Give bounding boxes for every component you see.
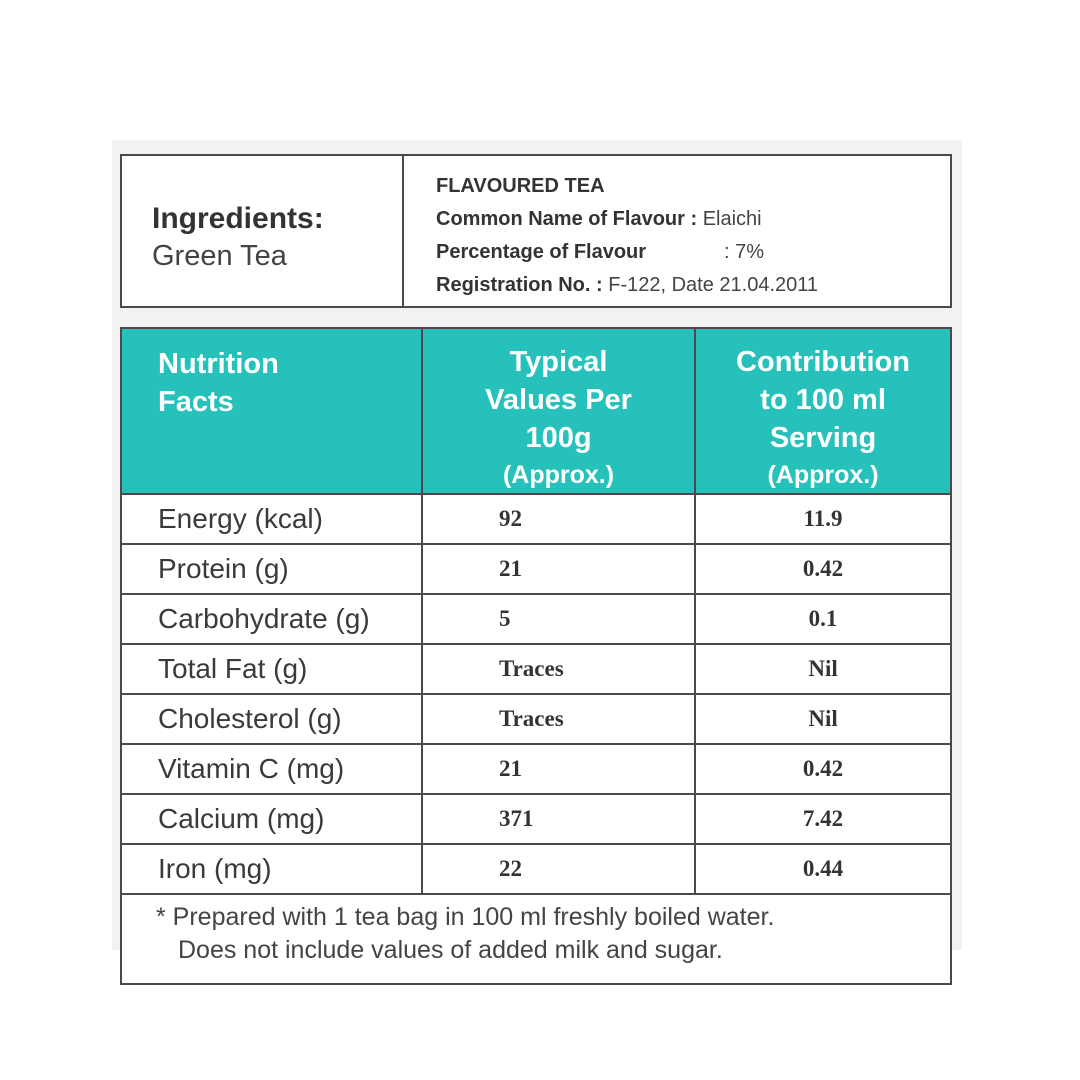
table-row	[121, 794, 951, 844]
typical-value: 5	[422, 594, 695, 644]
serving-value: 0.44	[695, 844, 951, 894]
common-name-line	[436, 203, 950, 236]
nutrition-header-row	[121, 328, 951, 494]
header-serving-contribution	[695, 328, 951, 494]
header-col2-main: Typical Values Per 100g	[485, 346, 632, 454]
ingredients-title: Ingredients:	[152, 202, 324, 235]
nutrient-name: Protein (g)	[121, 544, 422, 594]
registration-value: F-122, Date 21.04.2011	[608, 274, 819, 296]
nutrient-name: Cholesterol (g)	[121, 694, 422, 744]
table-row	[121, 544, 951, 594]
serving-value: 0.42	[695, 744, 951, 794]
typical-value: 21	[422, 744, 695, 794]
typical-value: 371	[422, 794, 695, 844]
typical-value: Traces	[422, 644, 695, 694]
serving-value: 0.42	[695, 544, 951, 594]
table-row	[121, 594, 951, 644]
typical-value: 22	[422, 844, 695, 894]
registration-line	[436, 269, 950, 302]
ingredients-value: Green Tea	[152, 240, 287, 272]
table-row	[121, 744, 951, 794]
ingredients-box	[120, 154, 952, 308]
table-row	[121, 694, 951, 744]
serving-value: 11.9	[695, 494, 951, 544]
serving-value: Nil	[695, 694, 951, 744]
footnote-row	[121, 894, 951, 984]
footnote-line-1: * Prepared with 1 tea bag in 100 ml freshly boiled water.	[156, 903, 775, 931]
flavour-heading-text: FLAVOURED TEA	[436, 175, 605, 197]
flavour-heading	[436, 170, 950, 203]
nutrient-name: Energy (kcal)	[121, 494, 422, 544]
nutrient-name: Carbohydrate (g)	[121, 594, 422, 644]
nutrient-name: Total Fat (g)	[121, 644, 422, 694]
table-row	[121, 494, 951, 544]
common-name-label: Common Name of Flavour :	[436, 208, 698, 230]
common-name-value: Elaichi	[702, 208, 762, 230]
table-row	[121, 644, 951, 694]
footnote-line-2: Does not include values of added milk and sugar.	[178, 936, 723, 964]
nutrient-name: Iron (mg)	[121, 844, 422, 894]
percentage-label: Percentage of Flavour	[436, 241, 647, 263]
header-nutrition-facts	[121, 328, 422, 494]
percentage-value: : 7%	[724, 241, 765, 263]
typical-value: Traces	[422, 694, 695, 744]
header-col3-main: Contribution to 100 ml Serving	[736, 346, 910, 454]
percentage-line	[436, 236, 950, 269]
nutrition-table	[120, 327, 952, 985]
ingredients-section	[122, 156, 404, 306]
header-typical-values	[422, 328, 695, 494]
typical-value: 92	[422, 494, 695, 544]
header-col2-sub: (Approx.)	[502, 461, 615, 489]
serving-value: 7.42	[695, 794, 951, 844]
header-col1-text: Nutrition Facts	[158, 348, 279, 418]
serving-value: Nil	[695, 644, 951, 694]
flavour-section	[404, 156, 950, 306]
header-col3-sub: (Approx.)	[767, 461, 879, 489]
footnote	[121, 894, 951, 984]
registration-label: Registration No. :	[436, 274, 603, 296]
table-row	[121, 844, 951, 894]
serving-value: 0.1	[695, 594, 951, 644]
nutrient-name: Calcium (mg)	[121, 794, 422, 844]
typical-value: 21	[422, 544, 695, 594]
nutrient-name: Vitamin C (mg)	[121, 744, 422, 794]
